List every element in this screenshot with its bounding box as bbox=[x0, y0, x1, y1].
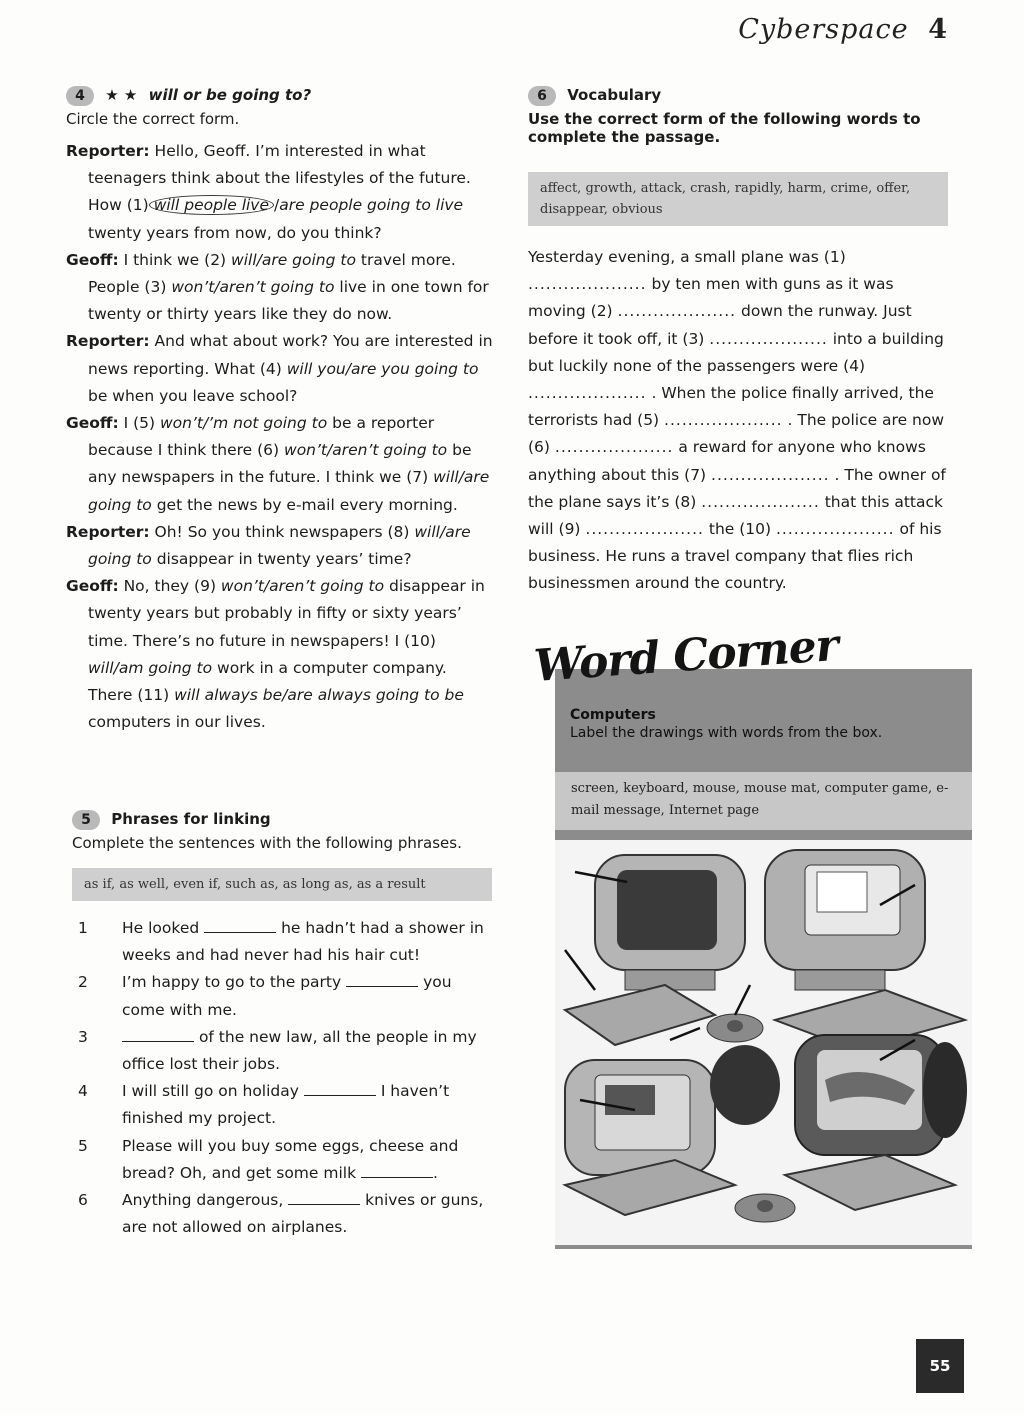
word-corner-instruction: Label the drawings with words from the box. bbox=[570, 725, 883, 741]
difficulty-stars: ★ ★ bbox=[105, 86, 138, 104]
sentence-list bbox=[72, 915, 492, 1241]
exercise-instruction: Circle the correct form. bbox=[66, 110, 240, 128]
exercise-number: 6 bbox=[528, 86, 556, 106]
computers-drawing bbox=[555, 840, 972, 1245]
page-number: 55 bbox=[929, 1357, 951, 1375]
dialogue-line: Reporter: Hello, Geoff. I’m interested in what teenagers think about the lifestyles of the future. How (1) will people live /are people going to live twenty years from now, do you think? bbox=[66, 142, 471, 242]
exercise-5 bbox=[72, 810, 492, 1241]
answer-blank[interactable] bbox=[361, 1163, 433, 1178]
exercise-instruction: Complete the sentences with the following phrases. bbox=[72, 834, 462, 852]
dialogue-line: Reporter: Oh! So you think newspapers (8) will/are going to disappear in twenty years’ time? bbox=[66, 522, 471, 569]
list-item: 4 I will still go on holiday I haven’t finished my project. bbox=[78, 1082, 450, 1128]
exercise-number: 5 bbox=[72, 810, 100, 830]
word-corner-title: Word Corner bbox=[532, 619, 840, 692]
computer-monitor bbox=[595, 855, 745, 990]
word-corner-heading bbox=[570, 707, 960, 741]
unit-title: Cyberspace bbox=[738, 14, 909, 45]
cloze-passage: Yesterday evening, a small plane was (1) .................... by ten men with guns as it was moving (2) .................... down the runway. Just before it took off, it (3) .................... into a building but luckily none of the passengers were (4) .................... . When the police finally arrived, the terrorists had (5) .................... . The police are now (6) .................... a reward for anyone who knows anything about this (7) .................... . The owner of the plane says it’s (8) .................... that this attack will (9) .................... the (10) .................... of his business. He runs a travel company that flies rich businessmen around the country. bbox=[528, 248, 946, 593]
dialogue-line: Geoff: I (5) won’t/’m not going to be a reporter because I think there (6) won’t/aren’t going to be any newspapers in the future. I think we (7) will/are going to get the news by e-mail every morning. bbox=[66, 414, 490, 514]
computer-monitor bbox=[710, 1035, 967, 1155]
list-item: 6 Anything dangerous, knives or guns, are not allowed on airplanes. bbox=[78, 1191, 484, 1237]
answer-blank[interactable] bbox=[304, 1081, 376, 1096]
exercise-4 bbox=[66, 86, 496, 736]
computer-monitor bbox=[765, 850, 925, 990]
answer-blank[interactable] bbox=[122, 1027, 194, 1042]
exercise-instruction: Use the correct form of the following words to complete the passage. bbox=[528, 110, 921, 146]
answer-blank[interactable] bbox=[204, 918, 276, 933]
dialogue-line: Geoff: I think we (2) will/are going to travel more. People (3) won’t/aren’t going to live in one town for twenty or thirty years like they do now. bbox=[66, 250, 489, 324]
mouse-mat bbox=[707, 1014, 763, 1042]
exercise-6 bbox=[528, 86, 948, 598]
mouse-mat bbox=[735, 1194, 795, 1222]
dialogue bbox=[66, 138, 496, 736]
exercise-number: 4 bbox=[66, 86, 94, 106]
answer-blank[interactable] bbox=[288, 1190, 360, 1205]
unit-header bbox=[738, 14, 948, 45]
exercise-title: Phrases for linking bbox=[111, 810, 271, 828]
dialogue-line: Geoff: No, they (9) won’t/aren’t going to disappear in twenty years but probably in fifty or sixty years’ time. There’s no future in newspapers! I (10) will/am going to work in a computer company. There (11) will always be/are always going to be computers in our lives. bbox=[66, 577, 485, 732]
unit-number: 4 bbox=[928, 14, 948, 45]
list-item: 1 He looked he hadn’t had a shower in weeks and had never had his hair cut! bbox=[78, 919, 484, 965]
word-corner-subtitle: Computers bbox=[570, 707, 656, 723]
exercise-title: will or be going to? bbox=[148, 86, 312, 104]
list-item: 5 Please will you buy some eggs, cheese and bread? Oh, and get some milk . bbox=[78, 1136, 459, 1182]
word-box: affect, growth, attack, crash, rapidly, harm, crime, offer, disappear, obvious bbox=[528, 172, 948, 226]
page-number-tab bbox=[916, 1339, 964, 1393]
list-item: 3 of the new law, all the people in my office lost their jobs. bbox=[78, 1027, 477, 1074]
computers-illustration bbox=[555, 840, 972, 1245]
answer-blank[interactable] bbox=[346, 972, 418, 987]
word-box: as if, as well, even if, such as, as long as, as a result bbox=[72, 868, 492, 901]
keyboard bbox=[565, 985, 715, 1045]
word-box: screen, keyboard, mouse, mouse mat, computer game, e-mail message, Internet page bbox=[555, 772, 972, 830]
computer-monitor bbox=[565, 1060, 715, 1175]
list-item: 2 I’m happy to go to the party you come with me. bbox=[78, 973, 452, 1019]
dialogue-line: Reporter: And what about work? You are interested in news reporting. What (4) will you/are you going to be when you leave school? bbox=[66, 332, 493, 405]
exercise-title: Vocabulary bbox=[567, 86, 662, 104]
keyboard bbox=[785, 1155, 955, 1210]
